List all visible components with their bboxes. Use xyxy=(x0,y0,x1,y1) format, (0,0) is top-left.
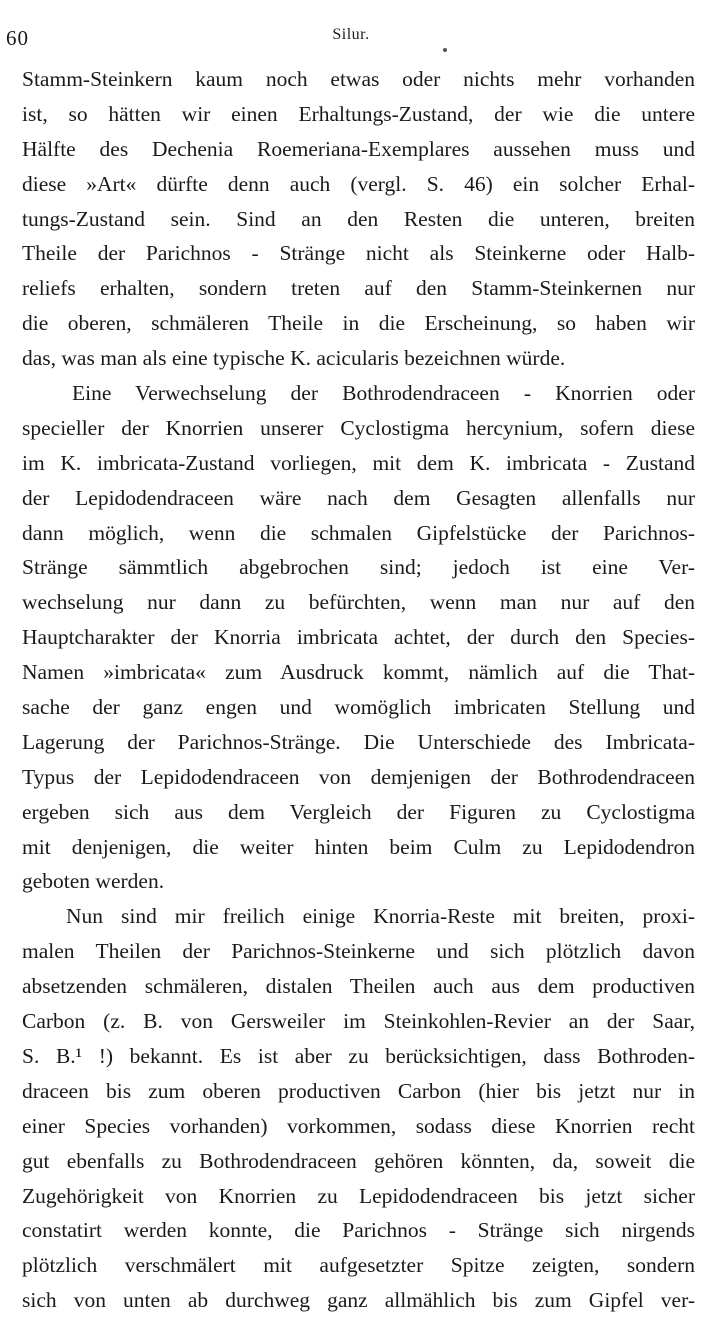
text-line: Namen »imbricata« zum Ausdruck kommt, nämlich auf die That- xyxy=(22,660,695,685)
text-line: S. B.¹ !) bekannt. Es ist aber zu berücksichtigen, dass Bothroden- xyxy=(22,1043,695,1068)
text-line: Carbon (z. B. von Gersweiler im Steinkohlen-Revier an der Saar, xyxy=(22,1009,695,1034)
text-line: mit denjenigen, die weiter hinten beim Culm zu Lepidodendron xyxy=(22,834,695,859)
text-line: reliefs erhalten, sondern treten auf den Stamm-Steinkernen nur xyxy=(22,276,695,301)
text-line: Stränge sämmtlich abgebrochen sind; jedoch ist eine Ver- xyxy=(22,555,695,580)
text-line: wechselung nur dann zu befürchten, wenn man nur auf den xyxy=(22,590,695,615)
text-line: im K. imbricata-Zustand vorliegen, mit dem K. imbricata - Zustand xyxy=(22,450,695,475)
text-line: einer Species vorhanden) vorkommen, sodass diese Knorrien recht xyxy=(22,1113,695,1138)
page-header xyxy=(6,22,696,52)
body-text xyxy=(22,62,695,1318)
text-line: die oberen, schmäleren Theile in die Erscheinung, so haben wir xyxy=(22,311,695,336)
text-line: specieller der Knorrien unserer Cyclostigma hercynium, sofern diese xyxy=(22,415,695,440)
text-line: sich von unten ab durchweg ganz allmählich bis zum Gipfel ver- xyxy=(22,1288,695,1313)
text-line: Zugehörigkeit von Knorrien zu Lepidodendraceen bis jetzt sicher xyxy=(22,1183,695,1208)
text-line: geboten werden. xyxy=(22,869,165,894)
text-line: gut ebenfalls zu Bothrodendraceen gehören könnten, da, soweit die xyxy=(22,1148,695,1173)
text-line: tungs-Zustand sein. Sind an den Resten die unteren, breiten xyxy=(22,206,695,231)
text-line: ist, so hätten wir einen Erhaltungs-Zustand, der wie die untere xyxy=(22,101,695,126)
text-line: Stamm-Steinkern kaum noch etwas oder nichts mehr vorhanden xyxy=(22,67,695,91)
ink-speck xyxy=(443,48,447,52)
text-line: Hälfte des Dechenia Roemeriana-Exemplares aussehen muss und xyxy=(22,136,695,161)
text-line: Lagerung der Parichnos-Stränge. Die Unterschiede des Imbricata- xyxy=(22,729,695,754)
text-line: das, was man als eine typische K. acicularis bezeichnen würde. xyxy=(22,346,566,371)
text-line: Nun sind mir freilich einige Knorria-Reste mit breiten, proxi- xyxy=(66,904,695,929)
text-line: Typus der Lepidodendraceen von demjenigen der Bothrodendraceen xyxy=(22,764,695,789)
text-line: sache der ganz engen und womöglich imbricaten Stellung und xyxy=(22,695,695,720)
page-number: 60 xyxy=(6,26,29,50)
text-line: draceen bis zum oberen productiven Carbon (hier bis jetzt nur in xyxy=(22,1078,695,1103)
text-line: constatirt werden konnte, die Parichnos - Stränge sich nirgends xyxy=(22,1218,695,1243)
text-line: diese »Art« dürfte denn auch (vergl. S. 46) ein solcher Erhal- xyxy=(22,171,695,196)
text-line: Theile der Parichnos - Stränge nicht als Steinkerne oder Halb- xyxy=(22,241,695,266)
text-line: plötzlich verschmälert mit aufgesetzter Spitze zeigten, sondern xyxy=(22,1253,695,1278)
text-line: Hauptcharakter der Knorria imbricata achtet, der durch den Species- xyxy=(22,625,695,650)
running-head: Silur. xyxy=(332,26,370,43)
text-line: Eine Verwechselung der Bothrodendraceen - Knorrien oder xyxy=(72,381,695,406)
text-line: dann möglich, wenn die schmalen Gipfelstücke der Parichnos- xyxy=(22,520,695,545)
text-line: ergeben sich aus dem Vergleich der Figuren zu Cyclostigma xyxy=(22,799,695,824)
text-line: malen Theilen der Parichnos-Steinkerne und sich plötzlich davon xyxy=(22,939,695,964)
text-line: der Lepidodendraceen wäre nach dem Gesagten allenfalls nur xyxy=(22,485,695,510)
text-line: absetzenden schmäleren, distalen Theilen auch aus dem productiven xyxy=(22,974,695,999)
